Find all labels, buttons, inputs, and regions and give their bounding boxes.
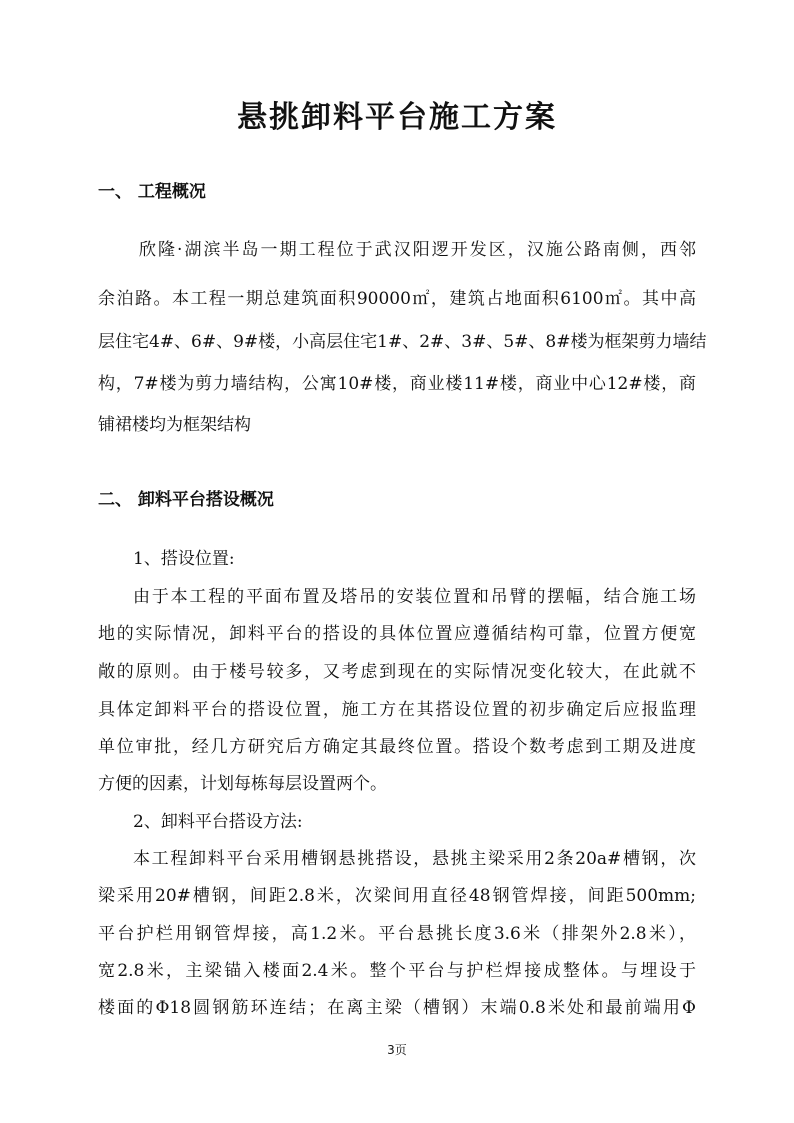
paragraph-line: 楼面的Φ18圆钢筋环连结；在离主梁（槽钢）末端0.8米处和最前端用Φ	[98, 998, 696, 1018]
paragraph-line: 层住宅4#、6#、9#楼，小高层住宅1#、2#、3#、5#、8#楼为框架剪力墙结	[98, 332, 707, 352]
section-heading-overview: 一、 工程概况	[98, 182, 206, 202]
subsection-heading: 2、卸料平台搭设方法:	[133, 812, 303, 832]
paragraph-line: 方便的因素，计划每栋每层设置两个。	[98, 774, 387, 794]
document-title: 悬挑卸料平台施工方案	[237, 100, 557, 135]
subsection-heading: 1、搭设位置:	[133, 549, 235, 569]
paragraph-line: 本工程卸料平台采用槽钢悬挑搭设，悬挑主梁采用2条20a#槽钢，次	[133, 849, 696, 869]
paragraph-line: 由于本工程的平面布置及塔吊的安装位置和吊臂的摆幅，结合施工场	[133, 587, 696, 607]
paragraph-line: 具体定卸料平台的搭设位置，施工方在其搭设位置的初步确定后应报监理	[98, 700, 696, 720]
paragraph-line: 构，7#楼为剪力墙结构，公寓10#楼，商业楼11#楼，商业中心12#楼，商	[98, 374, 696, 394]
page-number: 3页	[387, 1043, 407, 1057]
paragraph-line: 宽2.8米，主梁锚入楼面2.4米。整个平台与护栏焊接成整体。与埋设于	[98, 961, 696, 981]
paragraph-line: 余泊路。本工程一期总建筑面积90000㎡，建筑占地面积6100㎡。其中高	[98, 289, 696, 309]
paragraph-line: 铺裙楼均为框架结构	[98, 415, 251, 435]
paragraph-line: 单位审批，经几方研究后方确定其最终位置。搭设个数考虑到工期及进度	[98, 737, 696, 757]
paragraph-line: 敞的原则。由于楼号较多，又考虑到现在的实际情况变化较大，在此就不	[98, 662, 696, 682]
paragraph-line: 欣隆·湖滨半岛一期工程位于武汉阳逻开发区，汉施公路南侧，西邻	[139, 240, 696, 260]
paragraph-line: 平台护栏用钢管焊接，高1.2米。平台悬挑长度3.6米（排架外2.8米），	[98, 924, 696, 944]
paragraph-line: 梁采用20#槽钢，间距2.8米，次梁间用直径48钢管焊接，间距500mm;	[98, 886, 696, 906]
section-heading-platform: 二、 卸料平台搭设概况	[98, 490, 274, 510]
paragraph-line: 地的实际情况，卸料平台的搭设的具体位置应遵循结构可靠，位置方便宽	[98, 624, 696, 644]
